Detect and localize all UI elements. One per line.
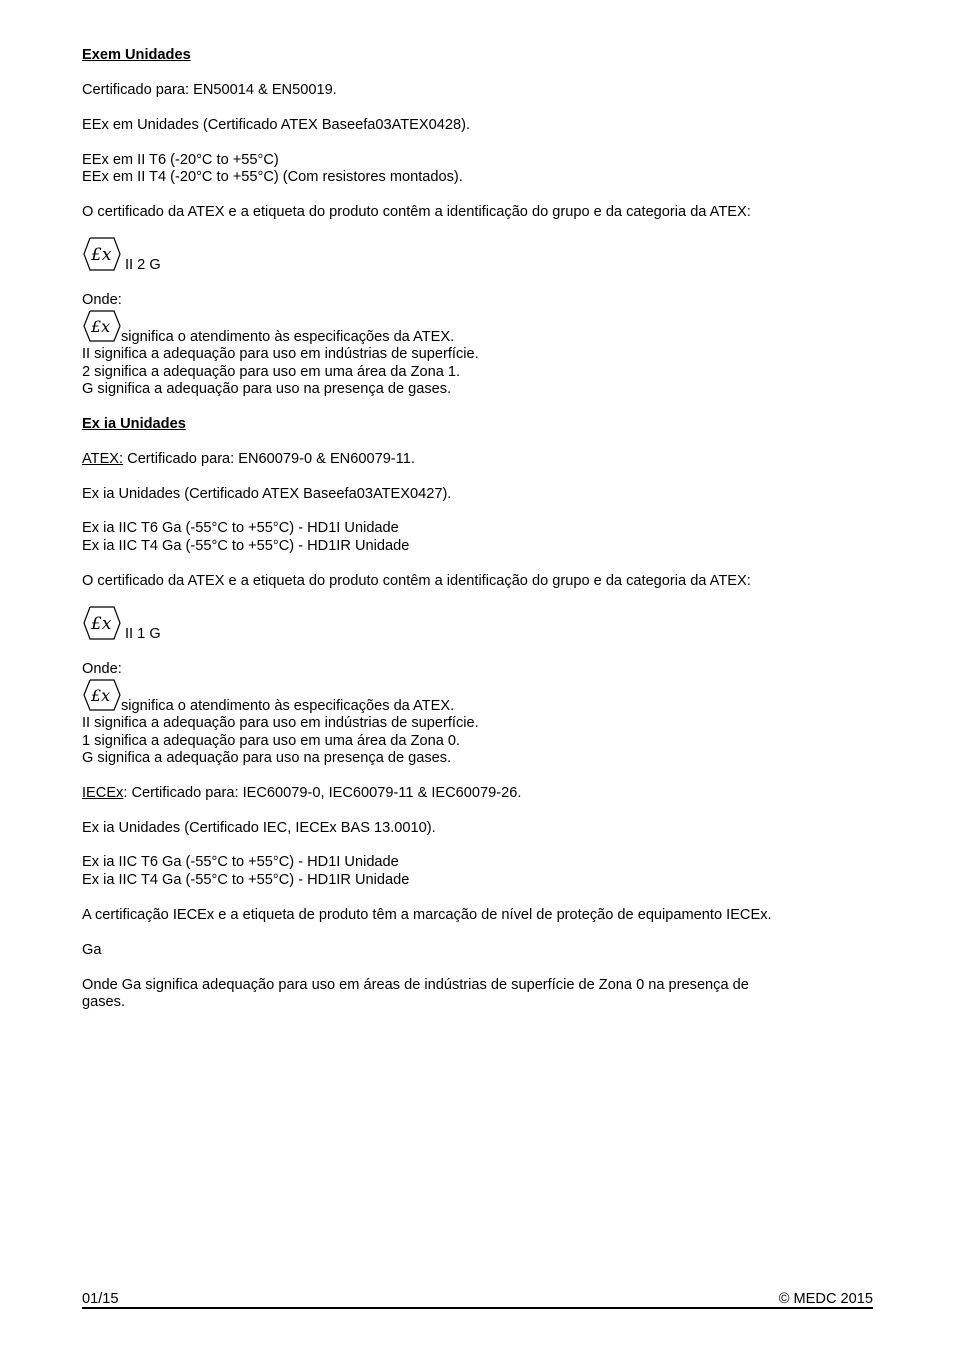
onde-label: Onde: — [82, 292, 122, 308]
ga-definition: gases. — [82, 994, 125, 1010]
definition-line: G significa a adequação para uso na presença de gases. — [82, 381, 452, 397]
rating-line: Ex ia IIC T4 Ga (-55°C to +55°C) - HD1IR Unidade — [82, 538, 410, 554]
atex-marking: II 1 G — [125, 626, 161, 642]
onde-label: Onde: — [82, 661, 122, 677]
ex-symbol-icon — [82, 309, 122, 343]
section-heading-exia: Ex ia Unidades — [82, 416, 186, 432]
iecex-cert-for: : Certificado para: IEC60079-0, IEC60079-11 & IEC60079-26. — [123, 785, 522, 801]
definition-line: II significa a adequação para uso em indústrias de superfície. — [82, 346, 479, 362]
units-text: Ex ia Unidades (Certificado ATEX Baseefa03ATEX0427). — [82, 486, 452, 502]
atex-marking: II 2 G — [125, 257, 161, 273]
definition-line: significa o atendimento às especificações da ATEX. — [121, 329, 455, 345]
page-number: 01/15 — [82, 1291, 119, 1307]
ex-symbol-icon — [82, 236, 122, 272]
ga-definition: Onde Ga significa adequação para uso em áreas de indústrias de superfície de Zona 0 na presença de — [82, 977, 749, 993]
cert-for-text: Certificado para: EN50014 & EN50019. — [82, 82, 337, 98]
rating-line: Ex ia IIC T6 Ga (-55°C to +55°C) - HD1I Unidade — [82, 520, 399, 536]
ga-label: Ga — [82, 942, 102, 958]
atex-note: O certificado da ATEX e a etiqueta do produto contêm a identificação do grupo e da categoria da ATEX: — [82, 573, 751, 589]
units-text: EEx em Unidades (Certificado ATEX Baseefa03ATEX0428). — [82, 117, 471, 133]
section-heading-exem: Exem Unidades — [82, 47, 191, 63]
ex-symbol-icon — [82, 605, 122, 641]
rating-line: EEx em II T6 (-20°C to +55°C) — [82, 152, 279, 168]
definition-line: significa o atendimento às especificações da ATEX. — [121, 698, 455, 714]
rating-line: Ex ia IIC T6 Ga (-55°C to +55°C) - HD1I Unidade — [82, 854, 399, 870]
svg-text:£x: £x — [91, 614, 112, 634]
atex-cert-for: Certificado para: EN60079-0 & EN60079-11. — [123, 451, 415, 467]
svg-text:£x: £x — [91, 317, 111, 336]
svg-text:£x: £x — [91, 686, 111, 705]
definition-line: G significa a adequação para uso na presença de gases. — [82, 750, 452, 766]
footer-divider — [82, 1307, 873, 1309]
svg-text:£x: £x — [91, 245, 112, 265]
atex-cert-line — [82, 450, 415, 468]
atex-note: O certificado da ATEX e a etiqueta do produto contêm a identificação do grupo e da categoria da ATEX: — [82, 204, 751, 220]
ex-symbol-icon — [82, 678, 122, 712]
definition-line: 2 significa a adequação para uso em uma área da Zona 1. — [82, 364, 461, 380]
iecex-note: A certificação IECEx e a etiqueta de produto têm a marcação de nível de proteção de equipamento IECEx. — [82, 907, 772, 923]
atex-label: ATEX: — [82, 451, 124, 467]
iecex-label: IECEx — [82, 785, 124, 801]
rating-line: Ex ia IIC T4 Ga (-55°C to +55°C) - HD1IR Unidade — [82, 872, 410, 888]
definition-line: II significa a adequação para uso em indústrias de superfície. — [82, 715, 479, 731]
iecex-units-text: Ex ia Unidades (Certificado IEC, IECEx BAS 13.0010). — [82, 820, 436, 836]
definition-line: 1 significa a adequação para uso em uma área da Zona 0. — [82, 733, 461, 749]
iecex-cert-line — [82, 784, 521, 802]
rating-line: EEx em II T4 (-20°C to +55°C) (Com resistores montados). — [82, 169, 463, 185]
copyright-text: © MEDC 2015 — [778, 1291, 873, 1307]
